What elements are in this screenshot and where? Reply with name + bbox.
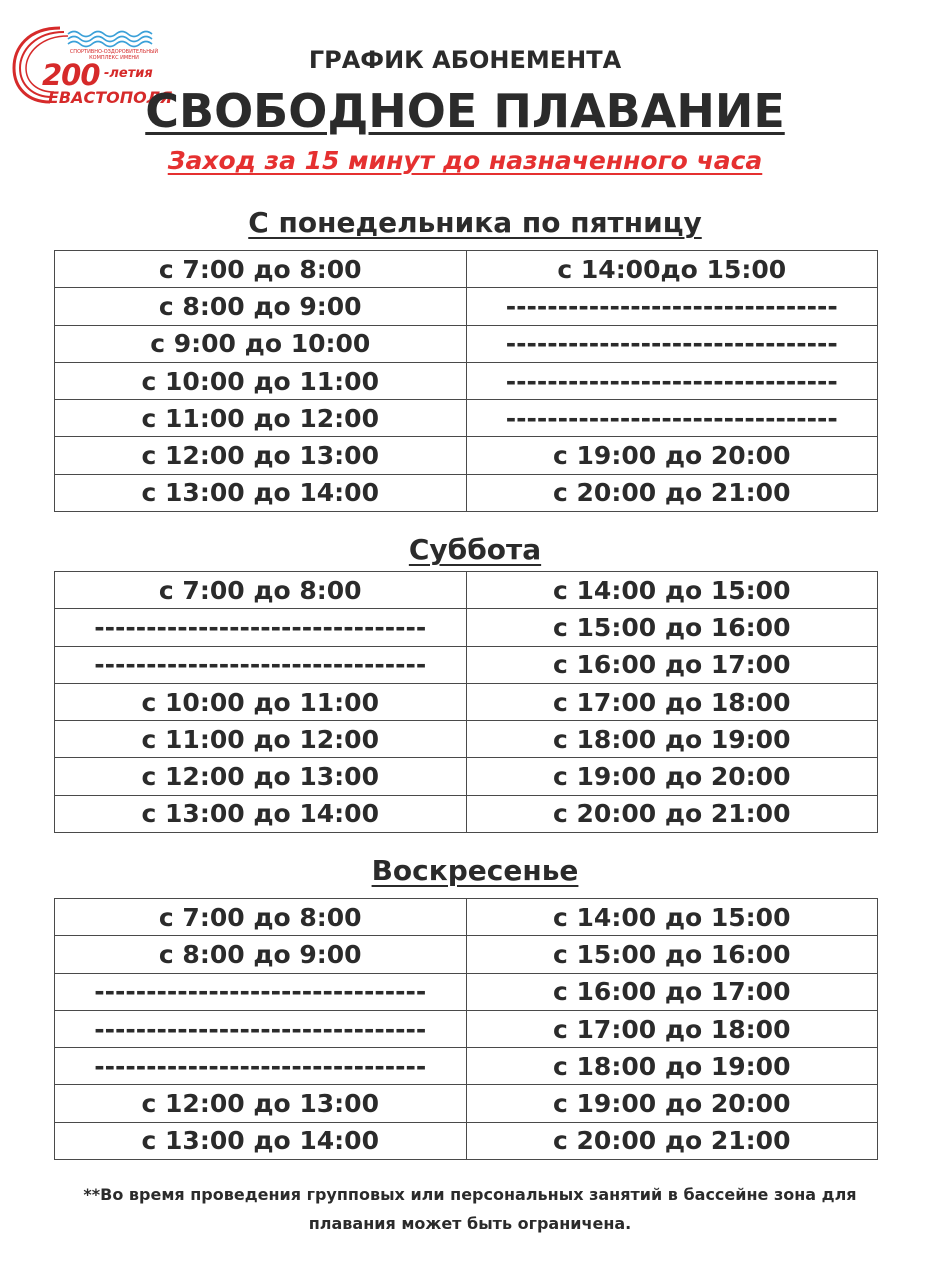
document-subtitle: ГРАФИК АБОНЕМЕНТА: [308, 46, 622, 74]
table-cell: --------------------------------: [55, 646, 467, 683]
table-cell: с 15:00 до 16:00: [466, 609, 878, 646]
table-row: [55, 758, 878, 795]
schedule-table-saturday: [54, 571, 878, 833]
table-cell: с 17:00 до 18:00: [466, 1010, 878, 1047]
table-cell: с 9:00 до 10:00: [55, 325, 467, 362]
table-cell: с 12:00 до 13:00: [55, 437, 467, 474]
table-cell: --------------------------------: [466, 362, 878, 399]
document-title: СВОБОДНОЕ ПЛАВАНИЕ: [145, 84, 785, 138]
table-cell: с 14:00 до 15:00: [466, 572, 878, 609]
table-row: [55, 400, 878, 437]
table-cell: с 18:00 до 19:00: [466, 721, 878, 758]
table-cell: с 11:00 до 12:00: [55, 721, 467, 758]
table-row: [55, 1122, 878, 1159]
table-row: [55, 288, 878, 325]
table-cell: --------------------------------: [466, 325, 878, 362]
table-row: [55, 474, 878, 511]
table-row: [55, 251, 878, 288]
table-cell: с 12:00 до 13:00: [55, 1085, 467, 1122]
table-row: [55, 362, 878, 399]
table-cell: с 14:00 до 15:00: [466, 899, 878, 936]
logo-city: ЕВАСТОПОЛЯ: [48, 88, 173, 107]
table-row: [55, 683, 878, 720]
table-cell: с 12:00 до 13:00: [55, 758, 467, 795]
table-cell: с 8:00 до 9:00: [55, 288, 467, 325]
schedule-table-weekdays: [54, 250, 878, 512]
table-cell: с 14:00до 15:00: [466, 251, 878, 288]
table-row: [55, 899, 878, 936]
table-row: [55, 325, 878, 362]
table-cell: --------------------------------: [55, 1010, 467, 1047]
table-cell: с 20:00 до 21:00: [466, 795, 878, 832]
table-cell: с 7:00 до 8:00: [55, 899, 467, 936]
table-cell: с 8:00 до 9:00: [55, 936, 467, 973]
section-title-saturday: Суббота: [408, 533, 542, 566]
table-cell: с 20:00 до 21:00: [466, 1122, 878, 1159]
table-row: [55, 1010, 878, 1047]
table-cell: с 19:00 до 20:00: [466, 758, 878, 795]
table-row: [55, 646, 878, 683]
section-title-weekdays: С понедельника по пятницу: [248, 206, 702, 239]
entry-note: Заход за 15 минут до назначенного часа: [167, 146, 763, 175]
footnote: **Во время проведения групповых или персональных занятий в бассейне зона для плавания может быть ограничена.: [83, 1185, 857, 1233]
table-cell: с 17:00 до 18:00: [466, 683, 878, 720]
table-cell: с 18:00 до 19:00: [466, 1048, 878, 1085]
table-cell: с 13:00 до 14:00: [55, 474, 467, 511]
logo-number: 200: [42, 58, 100, 92]
table-cell: с 7:00 до 8:00: [55, 251, 467, 288]
table-row: [55, 721, 878, 758]
table-row: [55, 572, 878, 609]
table-row: [55, 437, 878, 474]
table-cell: с 13:00 до 14:00: [55, 795, 467, 832]
table-cell: --------------------------------: [466, 288, 878, 325]
table-cell: с 16:00 до 17:00: [466, 646, 878, 683]
table-cell: с 10:00 до 11:00: [55, 362, 467, 399]
schedule-table-sunday: [54, 898, 878, 1160]
table-cell: --------------------------------: [55, 973, 467, 1010]
table-cell: с 11:00 до 12:00: [55, 400, 467, 437]
table-cell: --------------------------------: [55, 1048, 467, 1085]
table-row: [55, 1085, 878, 1122]
table-row: [55, 973, 878, 1010]
table-cell: с 19:00 до 20:00: [466, 1085, 878, 1122]
table-cell: --------------------------------: [55, 609, 467, 646]
table-cell: с 13:00 до 14:00: [55, 1122, 467, 1159]
section-title-sunday: Воскресенье: [371, 854, 579, 887]
logo-suffix: -летия: [104, 66, 153, 81]
table-row: [55, 936, 878, 973]
table-cell: с 19:00 до 20:00: [466, 437, 878, 474]
table-row: [55, 1048, 878, 1085]
table-cell: с 16:00 до 17:00: [466, 973, 878, 1010]
table-row: [55, 609, 878, 646]
table-cell: с 20:00 до 21:00: [466, 474, 878, 511]
table-cell: с 15:00 до 16:00: [466, 936, 878, 973]
table-cell: с 7:00 до 8:00: [55, 572, 467, 609]
table-cell: --------------------------------: [466, 400, 878, 437]
logo-subtitle: СПОРТИВНО-ОЗДОРОВИТЕЛЬНЫЙ КОМПЛЕКС ИМЕНИ: [69, 49, 159, 61]
table-row: [55, 795, 878, 832]
table-cell: с 10:00 до 11:00: [55, 683, 467, 720]
